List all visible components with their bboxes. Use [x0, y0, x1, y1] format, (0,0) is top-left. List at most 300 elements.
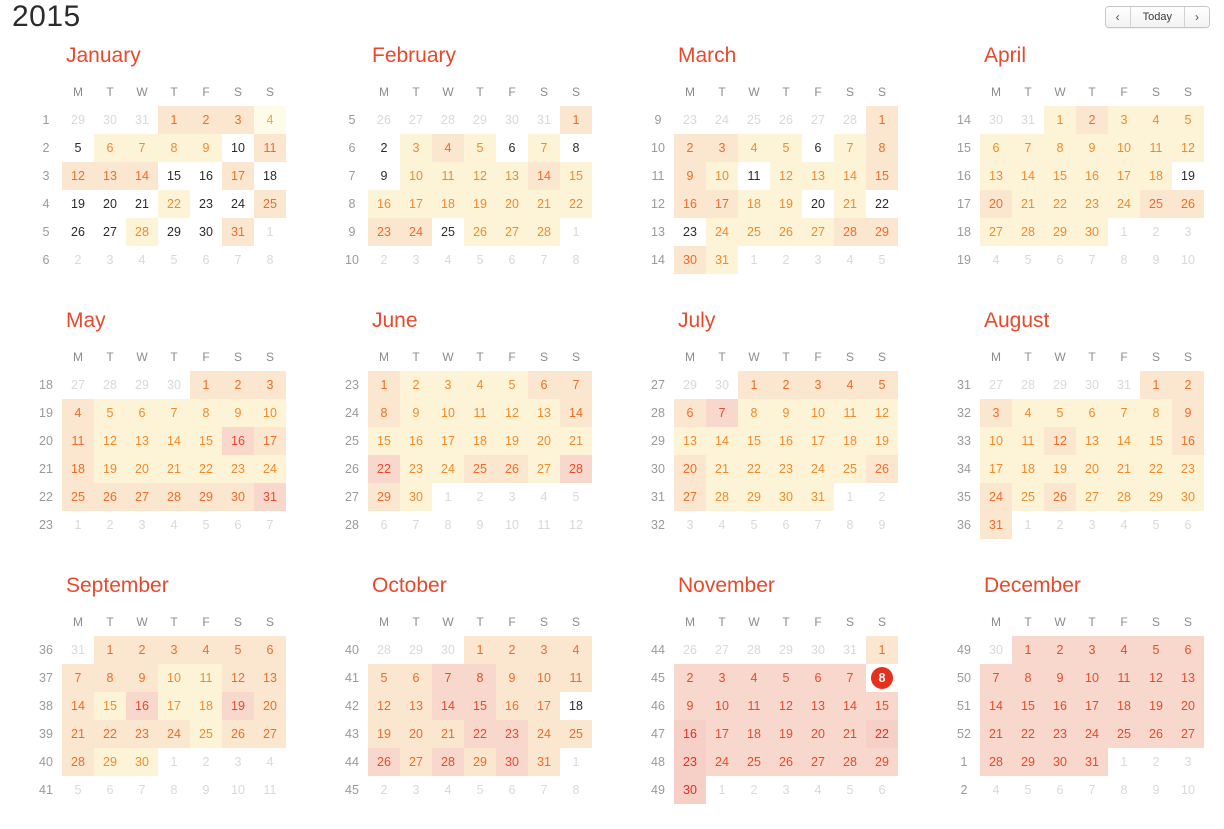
day-cell[interactable]: 4 — [1108, 636, 1140, 664]
day-cell[interactable]: 25 — [62, 483, 94, 511]
day-cell[interactable]: 13 — [980, 162, 1012, 190]
day-cell[interactable]: 19 — [1044, 455, 1076, 483]
day-cell[interactable]: 18 — [834, 427, 866, 455]
day-cell[interactable]: 3 — [802, 371, 834, 399]
day-cell[interactable]: 25 — [738, 218, 770, 246]
day-cell[interactable]: 30 — [1172, 483, 1204, 511]
day-cell[interactable]: 23 — [1044, 720, 1076, 748]
day-cell[interactable]: 4 — [464, 371, 496, 399]
day-cell[interactable]: 3 — [158, 636, 190, 664]
day-cell[interactable]: 15 — [866, 692, 898, 720]
day-cell[interactable]: 22 — [866, 720, 898, 748]
day-cell[interactable]: 3 — [254, 371, 286, 399]
day-cell[interactable]: 8 — [572, 141, 580, 155]
day-cell[interactable]: 18 — [569, 699, 583, 713]
day-cell[interactable]: 11 — [738, 692, 770, 720]
day-cell[interactable]: 13 — [1076, 427, 1108, 455]
day-cell[interactable]: 25 — [560, 720, 592, 748]
day-cell[interactable]: 18 — [738, 720, 770, 748]
day-cell[interactable]: 15 — [1044, 162, 1076, 190]
day-cell[interactable]: 8 — [158, 134, 190, 162]
day-cell[interactable]: 10 — [231, 141, 245, 155]
day-cell[interactable]: 15 — [167, 169, 181, 183]
day-cell[interactable]: 19 — [1181, 169, 1195, 183]
day-cell[interactable]: 1 — [866, 636, 898, 664]
day-cell[interactable]: 5 — [1044, 399, 1076, 427]
day-cell-today[interactable] — [866, 664, 898, 692]
day-cell[interactable]: 21 — [62, 720, 94, 748]
day-cell[interactable]: 14 — [834, 162, 866, 190]
day-cell[interactable]: 9 — [1044, 664, 1076, 692]
day-cell[interactable]: 14 — [980, 692, 1012, 720]
day-cell[interactable]: 30 — [126, 748, 158, 776]
day-cell[interactable]: 26 — [222, 720, 254, 748]
day-cell[interactable]: 27 — [254, 720, 286, 748]
day-cell[interactable]: 9 — [1172, 399, 1204, 427]
day-cell[interactable]: 1 — [866, 106, 898, 134]
day-cell[interactable]: 16 — [1172, 427, 1204, 455]
day-cell[interactable]: 1 — [1140, 371, 1172, 399]
day-cell[interactable]: 14 — [560, 399, 592, 427]
day-cell[interactable]: 8 — [190, 399, 222, 427]
day-cell[interactable]: 6 — [814, 141, 822, 155]
day-cell[interactable]: 15 — [94, 692, 126, 720]
day-cell[interactable]: 17 — [1076, 692, 1108, 720]
day-cell[interactable]: 15 — [1140, 427, 1172, 455]
day-cell[interactable]: 14 — [834, 692, 866, 720]
day-cell[interactable]: 17 — [706, 720, 738, 748]
day-cell[interactable]: 3 — [528, 636, 560, 664]
day-cell[interactable]: 30 — [1076, 218, 1108, 246]
day-cell[interactable]: 14 — [1108, 427, 1140, 455]
day-cell[interactable]: 28 — [528, 218, 560, 246]
day-cell[interactable]: 15 — [368, 427, 400, 455]
day-cell[interactable]: 6 — [400, 664, 432, 692]
day-cell[interactable]: 27 — [528, 455, 560, 483]
day-cell[interactable]: 3 — [222, 106, 254, 134]
day-cell[interactable]: 5 — [74, 141, 82, 155]
day-cell[interactable]: 15 — [560, 162, 592, 190]
day-cell[interactable]: 12 — [1044, 427, 1076, 455]
day-cell[interactable]: 19 — [71, 197, 85, 211]
day-cell[interactable]: 25 — [1012, 483, 1044, 511]
day-cell[interactable]: 22 — [560, 190, 592, 218]
day-cell[interactable]: 25 — [441, 225, 455, 239]
day-cell[interactable]: 5 — [866, 371, 898, 399]
day-cell[interactable]: 27 — [802, 218, 834, 246]
day-cell[interactable]: 6 — [508, 141, 516, 155]
day-cell[interactable]: 2 — [770, 371, 802, 399]
day-cell[interactable]: 8 — [1140, 399, 1172, 427]
day-cell[interactable]: 5 — [1140, 636, 1172, 664]
day-cell[interactable]: 8 — [866, 134, 898, 162]
day-cell[interactable]: 29 — [464, 748, 496, 776]
day-cell[interactable]: 21 — [834, 720, 866, 748]
day-cell[interactable]: 6 — [528, 371, 560, 399]
day-cell[interactable]: 10 — [254, 399, 286, 427]
day-cell[interactable]: 18 — [190, 692, 222, 720]
day-cell[interactable]: 16 — [368, 190, 400, 218]
day-cell[interactable]: 9 — [674, 692, 706, 720]
day-cell[interactable]: 22 — [1140, 455, 1172, 483]
day-cell[interactable]: 7 — [528, 134, 560, 162]
day-cell[interactable]: 13 — [802, 692, 834, 720]
day-cell[interactable]: 3 — [706, 664, 738, 692]
day-cell[interactable]: 27 — [1076, 483, 1108, 511]
day-cell[interactable]: 26 — [496, 455, 528, 483]
day-cell[interactable]: 15 — [866, 162, 898, 190]
day-cell[interactable]: 11 — [747, 169, 761, 183]
day-cell[interactable]: 25 — [1108, 720, 1140, 748]
day-cell[interactable]: 8 — [1012, 664, 1044, 692]
day-cell[interactable]: 2 — [400, 371, 432, 399]
day-cell[interactable]: 17 — [254, 427, 286, 455]
day-cell[interactable]: 17 — [706, 190, 738, 218]
day-cell[interactable]: 5 — [368, 664, 400, 692]
day-cell[interactable]: 9 — [674, 162, 706, 190]
day-cell[interactable]: 13 — [802, 162, 834, 190]
day-cell[interactable]: 28 — [834, 748, 866, 776]
day-cell[interactable]: 2 — [380, 141, 388, 155]
day-cell[interactable]: 24 — [1076, 720, 1108, 748]
day-cell[interactable]: 19 — [496, 427, 528, 455]
day-cell[interactable]: 7 — [62, 664, 94, 692]
day-cell[interactable]: 20 — [802, 720, 834, 748]
day-cell[interactable]: 8 — [1044, 134, 1076, 162]
day-cell[interactable]: 16 — [496, 692, 528, 720]
day-cell[interactable]: 1 — [464, 636, 496, 664]
day-cell[interactable]: 27 — [400, 748, 432, 776]
day-cell[interactable]: 23 — [496, 720, 528, 748]
day-cell[interactable]: 23 — [683, 225, 697, 239]
day-cell[interactable]: 1 — [738, 371, 770, 399]
day-cell[interactable]: 20 — [254, 692, 286, 720]
day-cell[interactable]: 17 — [400, 190, 432, 218]
day-cell[interactable]: 14 — [1012, 162, 1044, 190]
day-cell[interactable]: 11 — [1108, 664, 1140, 692]
day-cell[interactable]: 25 — [834, 455, 866, 483]
day-cell[interactable]: 21 — [528, 190, 560, 218]
day-cell[interactable]: 16 — [674, 720, 706, 748]
day-cell[interactable]: 24 — [528, 720, 560, 748]
day-cell[interactable]: 12 — [1140, 664, 1172, 692]
day-cell[interactable]: 16 — [222, 427, 254, 455]
day-cell[interactable]: 1 — [1044, 106, 1076, 134]
day-cell[interactable]: 22 — [464, 720, 496, 748]
day-cell[interactable]: 12 — [94, 427, 126, 455]
day-cell[interactable]: 24 — [706, 218, 738, 246]
day-cell[interactable]: 16 — [199, 169, 213, 183]
day-cell[interactable]: 2 — [1172, 371, 1204, 399]
day-cell[interactable]: 22 — [1012, 720, 1044, 748]
day-cell[interactable]: 18 — [263, 169, 277, 183]
day-cell[interactable]: 5 — [1172, 106, 1204, 134]
day-cell[interactable]: 31 — [980, 511, 1012, 539]
day-cell[interactable]: 15 — [190, 427, 222, 455]
day-cell[interactable]: 5 — [94, 399, 126, 427]
day-cell[interactable]: 5 — [464, 134, 496, 162]
day-cell[interactable]: 20 — [103, 197, 117, 211]
day-cell[interactable]: 20 — [496, 190, 528, 218]
day-cell[interactable]: 9 — [496, 664, 528, 692]
day-cell[interactable]: 28 — [126, 218, 158, 246]
day-cell[interactable]: 21 — [834, 190, 866, 218]
day-cell[interactable]: 11 — [464, 399, 496, 427]
day-cell[interactable]: 11 — [1012, 427, 1044, 455]
day-cell[interactable]: 11 — [432, 162, 464, 190]
day-cell[interactable]: 9 — [126, 664, 158, 692]
day-cell[interactable]: 6 — [94, 134, 126, 162]
day-cell[interactable]: 10 — [432, 399, 464, 427]
day-cell[interactable]: 26 — [770, 218, 802, 246]
day-cell[interactable]: 24 — [400, 218, 432, 246]
day-cell[interactable]: 10 — [158, 664, 190, 692]
day-cell[interactable]: 28 — [1012, 218, 1044, 246]
day-cell[interactable]: 19 — [368, 720, 400, 748]
day-cell[interactable]: 5 — [770, 134, 802, 162]
day-cell[interactable]: 4 — [254, 106, 286, 134]
day-cell[interactable]: 6 — [802, 664, 834, 692]
day-cell[interactable]: 12 — [866, 399, 898, 427]
day-cell[interactable]: 14 — [706, 427, 738, 455]
day-cell[interactable]: 27 — [496, 218, 528, 246]
day-cell[interactable]: 21 — [980, 720, 1012, 748]
day-cell[interactable]: 6 — [980, 134, 1012, 162]
day-cell[interactable]: 29 — [1012, 748, 1044, 776]
day-cell[interactable]: 30 — [770, 483, 802, 511]
day-cell[interactable]: 18 — [62, 455, 94, 483]
day-cell[interactable]: 6 — [126, 399, 158, 427]
day-cell[interactable]: 18 — [432, 190, 464, 218]
day-cell[interactable]: 20 — [1172, 692, 1204, 720]
day-cell[interactable]: 27 — [980, 218, 1012, 246]
day-cell[interactable]: 26 — [1172, 190, 1204, 218]
day-cell[interactable]: 25 — [464, 455, 496, 483]
day-cell[interactable]: 5 — [496, 371, 528, 399]
day-cell[interactable]: 24 — [432, 455, 464, 483]
day-cell[interactable]: 10 — [980, 427, 1012, 455]
day-cell[interactable]: 4 — [738, 134, 770, 162]
day-cell[interactable]: 4 — [190, 636, 222, 664]
day-cell[interactable]: 31 — [254, 483, 286, 511]
day-cell[interactable]: 7 — [432, 664, 464, 692]
day-cell[interactable]: 21 — [135, 197, 149, 211]
day-cell[interactable]: 11 — [254, 134, 286, 162]
day-cell[interactable]: 12 — [1172, 134, 1204, 162]
day-cell[interactable]: 28 — [560, 455, 592, 483]
day-cell[interactable]: 18 — [1012, 455, 1044, 483]
day-cell[interactable]: 14 — [432, 692, 464, 720]
day-cell[interactable]: 1 — [94, 636, 126, 664]
day-cell[interactable]: 15 — [1012, 692, 1044, 720]
day-cell[interactable]: 30 — [222, 483, 254, 511]
day-cell[interactable]: 10 — [528, 664, 560, 692]
day-cell[interactable]: 27 — [1172, 720, 1204, 748]
day-cell[interactable]: 15 — [738, 427, 770, 455]
day-cell[interactable]: 30 — [496, 748, 528, 776]
day-cell[interactable]: 26 — [464, 218, 496, 246]
day-cell[interactable]: 18 — [1108, 692, 1140, 720]
day-cell[interactable]: 7 — [980, 664, 1012, 692]
day-cell[interactable]: 25 — [738, 748, 770, 776]
day-cell[interactable]: 17 — [158, 692, 190, 720]
day-cell[interactable]: 9 — [380, 169, 388, 183]
day-cell[interactable]: 4 — [432, 134, 464, 162]
day-cell[interactable]: 13 — [1172, 664, 1204, 692]
day-cell[interactable]: 19 — [1140, 692, 1172, 720]
day-cell[interactable]: 1 — [560, 106, 592, 134]
day-cell[interactable]: 29 — [190, 483, 222, 511]
day-cell[interactable]: 10 — [706, 692, 738, 720]
day-cell[interactable]: 23 — [674, 748, 706, 776]
day-cell[interactable]: 1 — [158, 106, 190, 134]
day-cell[interactable]: 2 — [126, 636, 158, 664]
day-cell[interactable]: 5 — [770, 664, 802, 692]
day-cell[interactable]: 31 — [528, 748, 560, 776]
day-cell[interactable]: 29 — [866, 218, 898, 246]
day-cell[interactable]: 22 — [368, 455, 400, 483]
day-cell[interactable]: 6 — [254, 636, 286, 664]
day-cell[interactable]: 8 — [738, 399, 770, 427]
day-cell[interactable]: 29 — [738, 483, 770, 511]
day-cell[interactable]: 20 — [811, 197, 825, 211]
day-cell[interactable]: 18 — [1140, 162, 1172, 190]
day-cell[interactable]: 10 — [802, 399, 834, 427]
day-cell[interactable]: 12 — [496, 399, 528, 427]
day-cell[interactable]: 12 — [368, 692, 400, 720]
day-cell[interactable]: 31 — [802, 483, 834, 511]
day-cell[interactable]: 12 — [770, 162, 802, 190]
day-cell[interactable]: 30 — [674, 776, 706, 804]
day-cell[interactable]: 26 — [71, 225, 85, 239]
day-cell[interactable]: 13 — [400, 692, 432, 720]
day-cell[interactable]: 29 — [167, 225, 181, 239]
day-cell[interactable]: 8 — [94, 664, 126, 692]
day-cell[interactable]: 12 — [222, 664, 254, 692]
day-cell[interactable]: 12 — [62, 162, 94, 190]
next-year-button[interactable]: › — [1185, 7, 1209, 27]
day-cell[interactable]: 12 — [464, 162, 496, 190]
day-cell[interactable]: 20 — [400, 720, 432, 748]
day-cell[interactable]: 29 — [1140, 483, 1172, 511]
day-cell[interactable]: 2 — [1044, 636, 1076, 664]
day-cell[interactable]: 13 — [674, 427, 706, 455]
day-cell[interactable]: 14 — [158, 427, 190, 455]
day-cell[interactable]: 29 — [368, 483, 400, 511]
day-cell[interactable]: 7 — [1012, 134, 1044, 162]
day-cell[interactable]: 3 — [706, 134, 738, 162]
day-cell[interactable]: 7 — [834, 664, 866, 692]
day-cell[interactable]: 29 — [866, 748, 898, 776]
day-cell[interactable]: 27 — [802, 748, 834, 776]
day-cell[interactable]: 7 — [560, 371, 592, 399]
day-cell[interactable]: 22 — [1044, 190, 1076, 218]
day-cell[interactable]: 13 — [496, 162, 528, 190]
day-cell[interactable]: 7 — [158, 399, 190, 427]
day-cell[interactable]: 9 — [190, 134, 222, 162]
day-cell[interactable]: 22 — [94, 720, 126, 748]
day-cell[interactable]: 14 — [62, 692, 94, 720]
day-cell[interactable]: 2 — [496, 636, 528, 664]
day-cell[interactable]: 5 — [222, 636, 254, 664]
day-cell[interactable]: 16 — [126, 692, 158, 720]
calendar-nav-group[interactable] — [1105, 6, 1210, 28]
day-cell[interactable]: 7 — [706, 399, 738, 427]
day-cell[interactable]: 20 — [674, 455, 706, 483]
day-cell[interactable]: 17 — [222, 162, 254, 190]
day-cell[interactable]: 13 — [126, 427, 158, 455]
day-cell[interactable]: 2 — [1076, 106, 1108, 134]
day-cell[interactable]: 21 — [1012, 190, 1044, 218]
day-cell[interactable]: 9 — [1076, 134, 1108, 162]
day-cell[interactable]: 6 — [1076, 399, 1108, 427]
day-cell[interactable]: 14 — [528, 162, 560, 190]
day-cell[interactable]: 6 — [1172, 636, 1204, 664]
day-cell[interactable]: 3 — [1108, 106, 1140, 134]
day-cell[interactable]: 28 — [62, 748, 94, 776]
day-cell[interactable]: 2 — [190, 106, 222, 134]
day-cell[interactable]: 30 — [674, 246, 706, 274]
day-cell[interactable]: 21 — [560, 427, 592, 455]
day-cell[interactable]: 23 — [368, 218, 400, 246]
day-cell[interactable]: 10 — [1108, 134, 1140, 162]
day-cell[interactable]: 22 — [875, 197, 889, 211]
day-cell[interactable]: 8 — [368, 399, 400, 427]
day-cell[interactable]: 2 — [674, 664, 706, 692]
day-cell[interactable]: 10 — [706, 162, 738, 190]
day-cell[interactable]: 21 — [706, 455, 738, 483]
day-cell[interactable]: 15 — [464, 692, 496, 720]
day-cell[interactable]: 16 — [674, 190, 706, 218]
day-cell[interactable]: 18 — [464, 427, 496, 455]
day-cell[interactable]: 14 — [126, 162, 158, 190]
day-cell[interactable]: 13 — [528, 399, 560, 427]
day-cell[interactable]: 3 — [1076, 636, 1108, 664]
day-cell[interactable]: 27 — [103, 225, 117, 239]
day-cell[interactable]: 31 — [706, 246, 738, 274]
day-cell[interactable]: 21 — [158, 455, 190, 483]
day-cell[interactable]: 1 — [1012, 636, 1044, 664]
day-cell[interactable]: 28 — [706, 483, 738, 511]
day-cell[interactable]: 23 — [199, 197, 213, 211]
day-cell[interactable]: 19 — [770, 720, 802, 748]
day-cell[interactable]: 10 — [1076, 664, 1108, 692]
day-cell[interactable]: 21 — [1108, 455, 1140, 483]
day-cell[interactable]: 27 — [126, 483, 158, 511]
day-cell[interactable]: 4 — [1140, 106, 1172, 134]
day-cell[interactable]: 3 — [432, 371, 464, 399]
day-cell[interactable]: 19 — [464, 190, 496, 218]
day-cell[interactable]: 21 — [432, 720, 464, 748]
day-cell[interactable]: 7 — [1108, 399, 1140, 427]
day-cell[interactable]: 6 — [674, 399, 706, 427]
day-cell[interactable]: 11 — [834, 399, 866, 427]
day-cell[interactable]: 17 — [980, 455, 1012, 483]
day-cell[interactable]: 29 — [94, 748, 126, 776]
day-cell[interactable]: 22 — [158, 190, 190, 218]
day-cell[interactable]: 1 — [190, 371, 222, 399]
day-cell[interactable]: 23 — [126, 720, 158, 748]
day-cell[interactable]: 8 — [464, 664, 496, 692]
day-cell[interactable]: 24 — [231, 197, 245, 211]
day-cell[interactable]: 13 — [94, 162, 126, 190]
day-cell[interactable]: 28 — [1108, 483, 1140, 511]
day-cell[interactable]: 19 — [770, 190, 802, 218]
day-cell[interactable]: 23 — [222, 455, 254, 483]
day-cell[interactable]: 12 — [770, 692, 802, 720]
day-cell[interactable]: 28 — [834, 218, 866, 246]
day-cell[interactable]: 3 — [400, 134, 432, 162]
